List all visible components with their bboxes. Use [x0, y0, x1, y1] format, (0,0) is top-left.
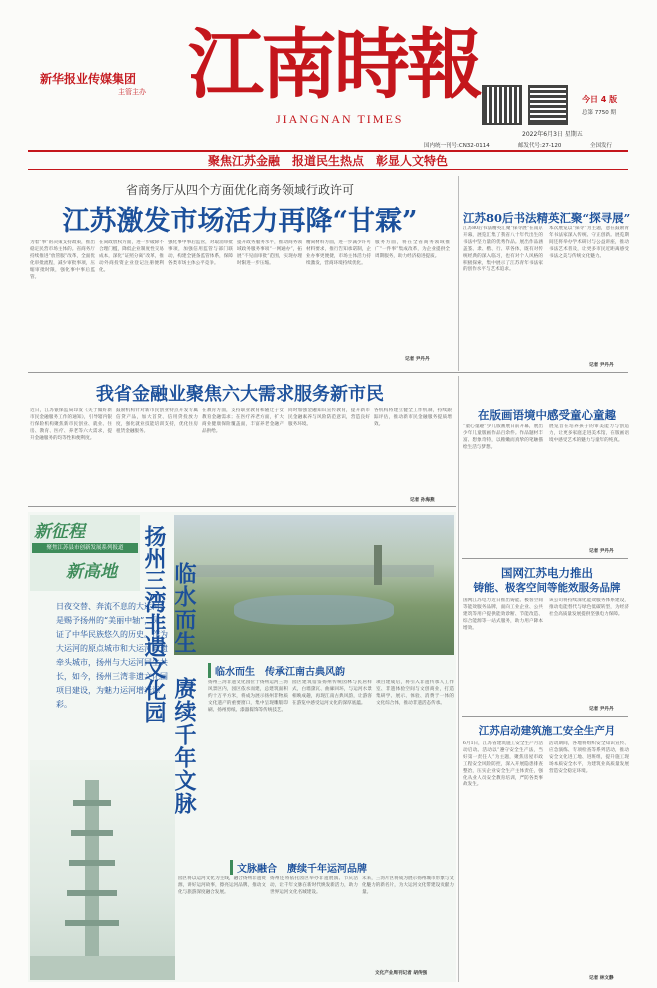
- safety-body: 活动期间，各地将组织安全知识宣传、应急演练、专项检查等系列活动，推动安全文化进工地、进班组，提升施工现场本质安全水平，为建筑业高质量发展营造安全稳定环境。: [549, 741, 629, 774]
- pagoda-illustration: [30, 760, 175, 980]
- lead-body: 在简政放权方面，进一步破除不合理门槛，降低企业制度性交易成本，深化“证照分离”改革，推动外商投资企业登记注册便利化。: [99, 240, 164, 273]
- culture-body: 项目建成后，将引入非遗传承人工作室、非遗体验空间与文创商业，打造集研学、展示、体验、消费于一体的文化综合体，推动非遗活态传承。: [376, 680, 454, 706]
- post-code: 邮发代号:27-120: [518, 143, 562, 149]
- lead-body: 提升政务服务水平，推动商务领域政务服务事项“一网通办”，拓展“不见面审批”范围，实现办理时限进一步压缩。: [237, 240, 302, 266]
- power-byline: 记者 尹丹丹: [589, 707, 614, 712]
- culture-body: 园区将以运河文化为主线，融合扬州非遗资源，讲好运河故事，擦亮运河品牌，推动文化与旅游深度融合发展。: [178, 876, 266, 895]
- safety-byline: 记者 林文静: [589, 976, 614, 981]
- cn-code: 国内统一刊号:CN32-0114: [424, 143, 490, 149]
- calligraphy-body: 本次展览以“探寻”为主题，意在鼓励青年书法家深入传统、守正创新。展览期间还将举办学术研讨与公益讲座，推动书法艺术普及，让更多市民近距离感受书法之美与传统文化魅力。: [549, 226, 629, 259]
- calligraphy-body: 江苏80后书法精英汇聚“探寻展”在南京开幕，展览汇集了我省八十年代出生的书法中坚力量的优秀作品。展出作品涵盖篆、隶、楷、行、草各体，既有对传统经典的深入临习，也有对个人风格的积极探索，集中展示了江苏青年书法家的创作水平与艺术追求。: [463, 226, 543, 273]
- power-body: 国网江苏电力近日推出铸能、极客空间等能效服务品牌，面向工业企业、公共建筑等用户提供能效诊断、节能改造、综合能源等一站式服务，助力用户降本增效。: [463, 598, 543, 631]
- exhibit-headline: 在版画语境中感受童心童趣: [478, 408, 616, 422]
- lead-byline: 记者 尹丹丹: [405, 357, 430, 362]
- finance-byline: 记者 孙海燕: [410, 498, 435, 503]
- banner-line-1: 新征程: [34, 522, 85, 542]
- column-divider: [458, 176, 459, 371]
- finance-headline: 我省金融业聚焦六大需求服务新市民: [96, 384, 384, 405]
- section-rule: [462, 558, 628, 559]
- finance-body: 近日，江苏银保监局印发《关于做好新市民金融服务工作的通知》，引导辖内银行保险机构聚焦新市民创业、就业、住房、教育、医疗、养老等六大需求，提升金融服务的均等性和便利度。: [30, 408, 112, 441]
- finance-body: 同时加强金融知识宣传教育，提升新市民金融素养与风险防范意识，营造良好服务环境。: [288, 408, 370, 427]
- distribution: 全国发行: [590, 143, 613, 149]
- section-rule: [462, 716, 628, 717]
- newspaper-title-en: JIANGNAN TIMES: [276, 112, 404, 126]
- group-logo: 新华报业传媒集团: [40, 72, 137, 86]
- newspaper-title: 江南時報: [188, 20, 480, 109]
- aerial-photo: [174, 515, 454, 655]
- lead-kicker: 省商务厅从四个方面优化商务领域行政许可: [125, 183, 354, 197]
- culture-body: 扬州还将依托园区举办非遗展演、节庆活动，让千年文脉在新时代焕发新活力，助力世界运河文化名城建设。: [270, 876, 358, 895]
- qr-code-icon: [528, 85, 568, 125]
- culture-body: 扬州三湾非遗文化园位于扬州运河三湾风景区内，园区依水而建，总建筑面积约十万平方米，将成为展示扬州非物质文化遗产的重要窗口，集中呈现雕版印刷、扬州剪纸、漆器髹饰等传统技艺。: [208, 680, 288, 713]
- column-divider: [458, 376, 459, 982]
- issue-number: 总第 7750 期: [582, 110, 616, 116]
- finance-body: 鼓励机构针对新市民创业特点开发专属信贷产品，加大首贷、信用贷投放力度，强化就业技能培训支持，优化住房租赁金融服务。: [116, 408, 198, 434]
- banner-subtitle: 聚焦江苏县市创新发展系列报道: [32, 543, 138, 553]
- lead-body: 强化事中事后监管，对取消审批事项，加强信用监管与部门联动，构建全链条监管体系，保障各类市场主体公平竞争。: [168, 240, 233, 266]
- finance-body: 各机构将建立健全工作机制，持续跟踪评估，推动新市民金融服务提质增效。: [374, 408, 452, 427]
- power-body: 该公司将持续深化能效服务体系建设，推动电能替代与绿色低碳转型，为经济社会高质量发展提供坚强电力保障。: [549, 598, 629, 617]
- power-headline-2: 铸能、极客空间等能效服务品牌: [473, 582, 621, 594]
- lead-body: 精简材料方面，进一步减少许可材料要求，推行告知承诺制，企业办事更便捷，市场主体活力持续激发，营商环境持续优化。: [306, 240, 371, 266]
- masthead: [0, 0, 657, 168]
- calligraphy-byline: 记者 尹丹丹: [589, 363, 614, 368]
- tagline: 聚焦江苏金融 报道民生热点 彰显人文特色: [207, 154, 448, 168]
- culture-title-a: 扬州三湾非遗文化园: [141, 525, 167, 723]
- culture-subhead-2: 文脉融合 赓续千年运河品牌: [230, 860, 367, 875]
- lead-headline: 江苏激发市场活力再降“甘霖”: [62, 206, 418, 237]
- safety-body: 6月1日，江苏省建筑施工安全生产月活动启动。活动以“遵守安全生产法，当好第一责任人”为主题，聚焦房屋市政工程安全风险防控，深入开展隐患排查整治，压实企业安全生产主体责任，强化从业人员安全教育培训，严防各类事故发生。: [463, 741, 543, 788]
- series-banner: [30, 515, 140, 591]
- section-rule: [28, 372, 628, 373]
- section-rule: [28, 506, 456, 507]
- masthead-rule: [28, 169, 628, 170]
- banner-line-2: 新高地: [66, 562, 117, 582]
- culture-body: 未来，三湾片区将成为展示扬州城市形象与文化魅力的新名片，为大运河文化带建设贡献力量。: [362, 876, 454, 895]
- power-headline-1: 国网江苏电力推出: [501, 566, 593, 580]
- culture-body: 园区建筑借鉴扬州传统园林与民居样式，白墙黛瓦、曲廊回环，与运河水景相映成趣，再现江南古典风韵，让游客在游览中感受运河文化的深厚底蕴。: [292, 680, 372, 706]
- culture-lead: 日夜交替、奔流不息的大运河，是赐予扬州的“美丽中轴”，见证了中华民族悠久的历史。作为大运河的原点城市和大运河申遗牵头城市，扬州与大运河同生共长，如今，扬州三湾非遗文化园项目建设，为魅力运河增光添彩。: [56, 602, 168, 709]
- safety-headline: 江苏启动建筑施工安全生产月: [478, 725, 616, 737]
- exhibit-body: 展览旨在培养孩子的审美能力与创造力，让更多家庭走进美术馆，在版画语境中感受艺术的魅力与童年的纯真。: [549, 424, 629, 443]
- exhibit-body: “童心童趣”少儿版画展日前开幕，展出少年儿童版画作品百余件。作品题材丰富、想象奇特，以稚嫩而真挚的笔触描绘生活与梦想。: [463, 424, 543, 450]
- exhibit-byline: 记者 尹丹丹: [589, 549, 614, 554]
- group-subtitle: 主管主办: [118, 88, 146, 96]
- finance-body: 在教育方面，支持职业教育和随迁子女教育金融需求；在医疗养老方面，扩大商业健康保险覆盖面，丰富养老金融产品供给。: [202, 408, 284, 434]
- culture-byline: 文化产业周刊记者 胡传强: [375, 971, 428, 976]
- culture-title-b: 临水而生 赓续千年文脉: [171, 562, 197, 815]
- page-count: 今日 4 版: [582, 95, 618, 104]
- lead-body: 服务方面，将在全省商务领域推广“一件事”集成改革，为企业提供全周期服务，助力经济稳进提质。: [375, 240, 450, 259]
- qr-code-icon: [482, 85, 522, 125]
- culture-subhead-1: 临水而生 传承江南古典风韵: [208, 663, 345, 678]
- calligraphy-headline: 江苏80后书法精英汇聚“探寻展”: [463, 211, 631, 225]
- lead-body: 为着“事”的决策支持政策，推出稳定民营市场主体的。省商务厅持续推进“放管服”改革，全面优化审批流程，减少审批事项，压缩审批时限，强化事中事后监管。: [30, 240, 95, 280]
- issue-date: 2022年6月3日 星期五: [522, 131, 583, 138]
